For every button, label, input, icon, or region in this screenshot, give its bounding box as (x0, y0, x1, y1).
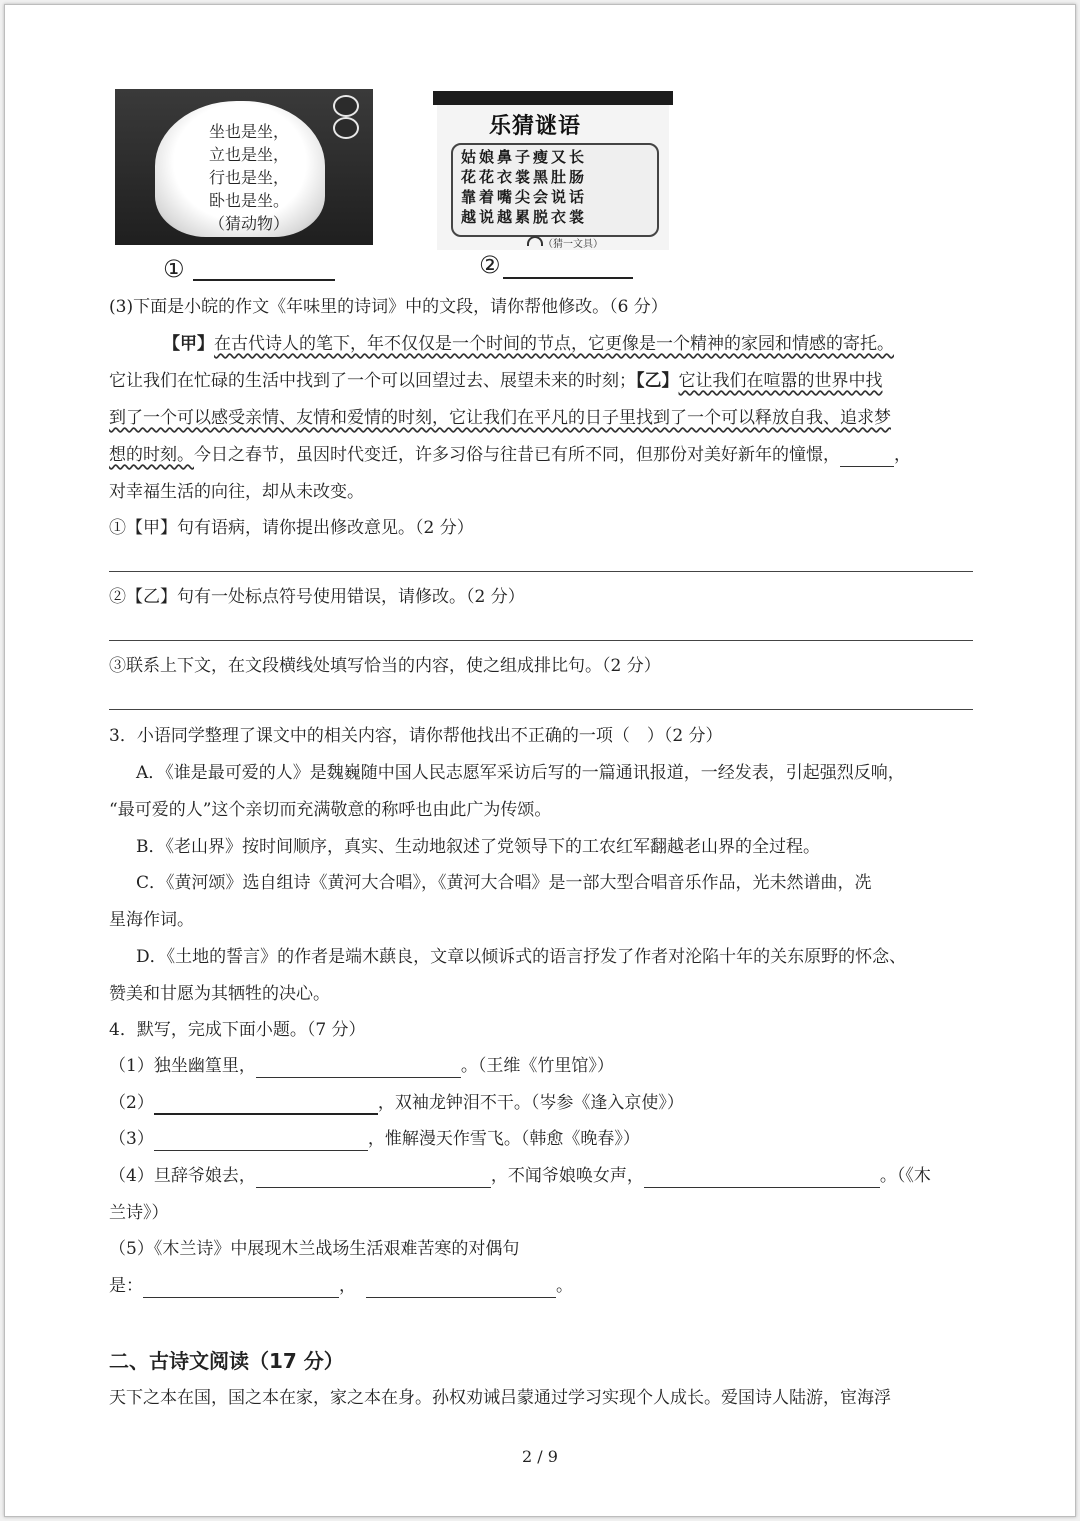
jia-mark: 【甲】 (163, 334, 214, 354)
option-c[interactable]: C．《黄河颂》选自组诗《黄河大合唱》，《黄河大合唱》是一部大型合唱音乐作品，光未然谱曲，冼 (136, 873, 872, 893)
answer-line-sub3[interactable] (109, 709, 973, 710)
dictation-text: （2） (109, 1093, 154, 1113)
sub-question-2: ②【乙】句有一处标点符号使用错误，请修改。（2 分） (109, 587, 525, 607)
answer-line-sub1[interactable] (109, 571, 973, 572)
option-b[interactable]: B．《老山界》按时间顺序，真实、生动地叙述了党领导下的工农红军翻越老山界的全过程。 (136, 837, 820, 857)
passage-line-5: 对幸福生活的向往，却从未改变。 (109, 482, 364, 502)
dictation-text: 是： (109, 1276, 143, 1296)
yi-sentence-end: 想的时刻。 (109, 445, 194, 465)
dictation-text: （3） (109, 1129, 154, 1149)
passage-text: 今日之春节，虽因时代变迁，许多习俗与往昔已有所不同，但那份对美好新年的憧憬， (194, 445, 840, 465)
passage-line-4 (109, 443, 911, 467)
answer-label-2: ② (479, 251, 501, 279)
question-3-stem: 3．小语同学整理了课文中的相关内容，请你帮他找出不正确的一项（ ）（2 分） (109, 726, 723, 746)
answer-blank-2[interactable] (503, 277, 633, 279)
dictation-text: ， (339, 1276, 356, 1296)
dictation-text: 。（王维《竹里馆》） (460, 1056, 614, 1076)
page-number: 2 / 9 (522, 1447, 558, 1466)
dictation-blank[interactable] (256, 1057, 461, 1078)
question-4-stem: 4．默写，完成下面小题。（7 分） (109, 1020, 366, 1040)
dictation-text: （1）独坐幽篁里， (109, 1056, 256, 1076)
yi-sentence-part: 它让我们在喧嚣的世界中找 (678, 371, 883, 391)
option-d-cont: 赞美和甘愿为其牺牲的决心。 (109, 984, 330, 1004)
jia-sentence: 在古代诗人的笔下，年不仅仅是一个时间的节点，它更像是一个精神的家园和情感的寄托。 (214, 334, 894, 354)
dictation-1 (109, 1054, 614, 1078)
yi-sentence-part: 到了一个可以感受亲情、友情和爱情的时刻，它让我们在平凡的日子里找到了一个可以释放自我、追求梦 (109, 408, 891, 428)
dictation-3 (109, 1127, 640, 1151)
dictation-text: ，惟解漫天作雪飞。（韩愈《晚春》） (367, 1129, 640, 1149)
question-3-intro: (3)下面是小皖的作文《年味里的诗词》中的文段，请你帮他修改。（6 分） (109, 297, 668, 317)
riddle-title: 乐猜谜语 (489, 114, 582, 139)
option-d[interactable]: D．《土地的誓言》的作者是端木蕻良，文章以倾诉式的语言抒发了作者对沦陷十年的关东原野的怀念、 (136, 947, 907, 967)
riddle-line: 越说越累脱衣裳 (461, 208, 588, 226)
dictation-blank[interactable] (256, 1167, 491, 1188)
dictation-4 (109, 1164, 931, 1188)
dictation-blank[interactable] (154, 1093, 378, 1115)
dictation-blank[interactable] (366, 1277, 556, 1298)
passage-line-2 (109, 369, 883, 393)
dictation-4-cont: 兰诗》） (109, 1203, 169, 1223)
riddle-line: 花花衣裳黑肚肠 (461, 168, 588, 186)
passage-text: 它让我们在忙碌的生活中找到了一个可以回望过去、展望未来的时刻； (109, 371, 636, 391)
poem-line: （猜动物） (209, 214, 290, 233)
dictation-text: 。 (556, 1276, 573, 1296)
hat-icon (527, 236, 543, 246)
dictation-2 (109, 1091, 684, 1115)
answer-line-sub2[interactable] (109, 640, 973, 641)
image-top-bar (433, 91, 673, 105)
riddle-hint: （猜一文具） (543, 239, 603, 250)
answer-blank-1[interactable] (193, 279, 335, 281)
answer-label-1: ① (163, 255, 185, 283)
option-c-cont: 星海作词。 (109, 910, 194, 930)
dictation-text: 。（《木 (879, 1166, 931, 1186)
passage-line-1 (163, 332, 894, 356)
section-intro-text: 天下之本在国，国之本在家，家之本在身。孙权劝诫吕蒙通过学习实现个人成长。爱国诗人陆游，宦海浮 (109, 1388, 891, 1408)
passage-fill-blank[interactable] (840, 446, 894, 467)
poem-line: 卧也是坐。 (209, 191, 290, 210)
sub-question-3: ③联系上下文，在文段横线处填写恰当的内容，使之组成排比句。（2 分） (109, 656, 661, 676)
passage-text: ， (894, 445, 911, 465)
option-a-cont: “最可爱的人”这个亲切而充满敬意的称呼也由此广为传颂。 (109, 800, 552, 820)
stationery-riddle (461, 147, 587, 227)
sub-question-1: ①【甲】句有语病，请你提出修改意见。（2 分） (109, 518, 474, 538)
dictation-5: （5）《木兰诗》中展现木兰战场生活艰难苦寒的对偶句 (109, 1239, 520, 1259)
exam-page (4, 4, 1076, 1517)
passage-line-3 (109, 406, 891, 430)
dictation-text: ，双袖龙钟泪不干。（岑参《逢入京使》） (377, 1093, 684, 1113)
poem-line: 坐也是坐， (209, 122, 290, 141)
dictation-text: （4）旦辞爷娘去， (109, 1166, 256, 1186)
dictation-blank[interactable] (644, 1167, 880, 1188)
dictation-5-answer (109, 1274, 573, 1298)
option-a[interactable]: A．《谁是最可爱的人》是魏巍随中国人民志愿军采访后写的一篇通讯报道，一经发表，引起强烈反响， (136, 763, 905, 783)
riddle-line: 姑娘鼻子瘦又长 (461, 148, 588, 166)
yi-mark: 【乙】 (636, 371, 679, 391)
dictation-blank[interactable] (143, 1277, 339, 1298)
riddle-line: 靠着嘴尖会说话 (461, 188, 588, 206)
riddle-image-animal-text (115, 89, 373, 245)
dictation-text: ，不闻爷娘唤女声， (490, 1166, 644, 1186)
dictation-blank[interactable] (154, 1130, 368, 1151)
poem-line: 行也是坐， (209, 168, 290, 187)
section-heading: 二、古诗文阅读（17 分） (109, 1349, 344, 1373)
poem-line: 立也是坐， (209, 145, 290, 164)
animal-riddle-poem (209, 119, 289, 234)
riddle-image-stationery (437, 105, 669, 250)
